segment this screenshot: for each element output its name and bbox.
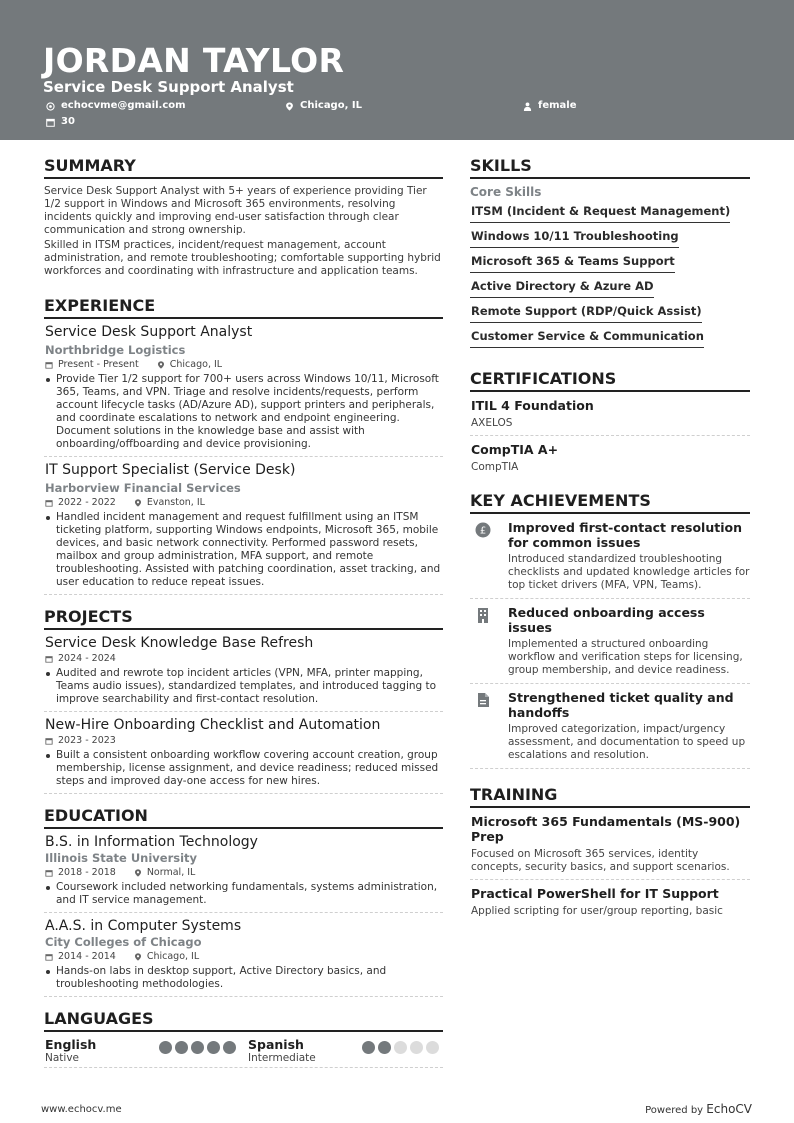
- education-section: [44, 806, 443, 997]
- svg-text:£: £: [479, 525, 487, 537]
- right-column: [470, 156, 750, 923]
- certification-name: ITIL 4 Foundation: [471, 398, 594, 413]
- location-pin-icon: [134, 953, 142, 961]
- entry-title: A.A.S. in Computer Systems: [45, 918, 242, 934]
- rating-dot-filled: [207, 1041, 220, 1054]
- section-title: EDUCATION: [44, 806, 443, 829]
- entry-dates: 2018 - 2018: [58, 867, 116, 878]
- certification-item: [470, 436, 750, 479]
- summary-paragraph: Skilled in ITSM practices, incident/request management, account administration, and remote troubleshooting; comfortable supporting hybrid workforces and coordinating with infrastructure and application teams.: [44, 239, 441, 277]
- contact-location: [285, 100, 362, 112]
- entry-bullet: Hands-on labs in desktop support, Active Directory basics, and troubleshooting methodologies.: [45, 965, 442, 991]
- candidate-name: JORDAN TAYLOR: [43, 41, 345, 80]
- calendar-icon: [45, 953, 53, 961]
- achievement-description: Introduced standardized troubleshooting checklists and updated knowledge articles for top ticket drivers (MFA, VPN, Teams).: [508, 553, 750, 591]
- skill-item: ITSM (Incident & Request Management): [470, 201, 730, 223]
- calendar-icon: [45, 499, 53, 507]
- entry-location: Evanston, IL: [146, 497, 205, 508]
- footer-powered-by[interactable]: [645, 1102, 752, 1118]
- rating-dot-empty: [426, 1041, 439, 1054]
- language-name: English: [45, 1037, 97, 1052]
- contact-location-text: Chicago, IL: [300, 100, 362, 111]
- entry-dates: 2023 - 2023: [58, 735, 116, 746]
- projects-section: [44, 607, 443, 794]
- certification-name: CompTIA A+: [471, 442, 559, 457]
- achievement-item: [470, 514, 750, 599]
- experience-section: [44, 296, 443, 595]
- calendar-icon: [46, 118, 55, 127]
- location-pin-icon: [134, 869, 142, 877]
- contact-email-text: echocvme@gmail.com: [61, 100, 186, 111]
- entry-meta: [45, 735, 442, 747]
- entry-bullet: Built a consistent onboarding workflow covering account creation, group membership, license assignment, and device readiness; reduced missed steps and improved day-one access for new hires.: [45, 749, 442, 788]
- certification-item: [470, 392, 750, 436]
- contact-gender: [523, 100, 577, 112]
- contact-gender-text: female: [538, 100, 577, 111]
- skill-item: Microsoft 365 & Teams Support: [470, 251, 675, 273]
- entry-meta: [45, 867, 442, 879]
- achievement-title: Improved first-contact resolution for common issues: [508, 520, 742, 550]
- calendar-icon: [45, 361, 53, 369]
- languages-list: [44, 1032, 443, 1068]
- building-icon: [475, 607, 491, 623]
- achievements-section: [470, 491, 750, 769]
- section-title: EXPERIENCE: [44, 296, 443, 319]
- section-title: LANGUAGES: [44, 1009, 443, 1032]
- location-pin-icon: [285, 102, 294, 111]
- skill-item: Remote Support (RDP/Quick Assist): [470, 301, 702, 323]
- section-title: KEY ACHIEVEMENTS: [470, 491, 750, 514]
- rating-dot-filled: [175, 1041, 188, 1054]
- calendar-icon: [45, 655, 53, 663]
- skills-section: [470, 156, 750, 348]
- candidate-title: Service Desk Support Analyst: [43, 78, 294, 96]
- entry-meta: [45, 497, 442, 509]
- language-rating: [159, 1038, 240, 1065]
- training-description: Applied scripting for user/group reporting, basic: [471, 905, 723, 917]
- entry-location: Chicago, IL: [146, 951, 200, 962]
- entry-dates: 2022 - 2022: [58, 497, 116, 508]
- person-icon: [523, 102, 532, 111]
- summary-paragraph: Service Desk Support Analyst with 5+ years of experience providing Tier 1/2 support in Windows and Microsoft 365 environments, resolving incidents quickly and improving end-user satisfaction through clear communication and strong ownership.: [44, 185, 427, 236]
- rating-dot-empty: [394, 1041, 407, 1054]
- experience-entry: [44, 457, 443, 595]
- language-rating: [362, 1038, 443, 1065]
- skills-subheading: Core Skills: [470, 185, 542, 199]
- project-entry: [44, 630, 443, 712]
- rating-dot-filled: [362, 1041, 375, 1054]
- entry-title: IT Support Specialist (Service Desk): [45, 462, 296, 478]
- entry-bullet: Handled incident management and request fulfillment using an ITSM ticketing platform, supporting Windows endpoints, Microsoft 365, mobile devices, and basic network connectivity. Performed password resets, mailbox and group administration, MFA support, and remote troubleshooting. Assisted with patching coordination, asset tracking, and user education to reduce repeat issues.: [45, 511, 442, 589]
- contact-email[interactable]: [46, 100, 186, 112]
- language-item: [45, 1038, 240, 1065]
- entry-meta: [45, 653, 442, 665]
- entry-bullet: Coursework included networking fundamentals, systems administration, and IT service management.: [45, 881, 442, 907]
- section-title: SUMMARY: [44, 156, 443, 179]
- entry-title: Service Desk Support Analyst: [45, 324, 253, 340]
- entry-bullet: Audited and rewrote top incident articles (VPN, MFA, printer mapping, Teams audio issues), standardized templates, and introduced tagging to improve searchability and first-contact resolution.: [45, 667, 442, 706]
- skill-item: Active Directory & Azure AD: [470, 276, 654, 298]
- certifications-section: [470, 369, 750, 479]
- section-title: TRAINING: [470, 785, 750, 808]
- achievement-title: Strengthened ticket quality and handoffs: [508, 690, 734, 720]
- entry-meta: [45, 359, 442, 371]
- entry-location: Chicago, IL: [169, 359, 223, 370]
- education-entry: [44, 913, 443, 997]
- section-title: SKILLS: [470, 156, 750, 179]
- summary-section: [44, 156, 443, 278]
- project-entry: [44, 712, 443, 794]
- entry-dates: 2014 - 2014: [58, 951, 116, 962]
- resume-header: [0, 0, 794, 140]
- achievement-description: Implemented a structured onboarding workflow and verification steps for licensing, group membership, and device readiness.: [508, 638, 743, 676]
- rating-dot-empty: [410, 1041, 423, 1054]
- powered-by-label: Powered by: [645, 1105, 704, 1116]
- achievement-description: Improved categorization, impact/urgency assessment, and documentation to speed up escalations and resolution.: [508, 723, 746, 761]
- section-title: CERTIFICATIONS: [470, 369, 750, 392]
- entry-meta: [45, 951, 442, 963]
- at-icon: [46, 102, 55, 111]
- languages-section: [44, 1009, 443, 1068]
- language-level: Native: [45, 1052, 79, 1064]
- location-pin-icon: [134, 499, 142, 507]
- rating-dot-filled: [159, 1041, 172, 1054]
- entry-title: B.S. in Information Technology: [45, 834, 258, 850]
- entry-title: Service Desk Knowledge Base Refresh: [45, 635, 314, 651]
- entry-organization: Northbridge Logistics: [45, 343, 186, 357]
- document-icon: [475, 692, 491, 708]
- achievement-title: Reduced onboarding access issues: [508, 605, 705, 635]
- entry-bullet: Provide Tier 1/2 support for 700+ users across Windows 10/11, Microsoft 365, Teams, and VPN. Triage and resolve incidents/requests, perform account lifecycle tasks (AD/Azure AD), support printers and peripherals, and coordinate escalations to network and endpoint engineering. Document solutions in the knowledge base and assist with onboarding/offboarding and device provisioning.: [45, 373, 442, 451]
- training-item: [470, 808, 750, 880]
- location-pin-icon: [157, 361, 165, 369]
- contact-age: [46, 116, 75, 128]
- left-column: [44, 156, 443, 1068]
- certification-issuer: CompTIA: [471, 461, 519, 473]
- training-name: Practical PowerShell for IT Support: [471, 886, 719, 901]
- entry-title: New-Hire Onboarding Checklist and Automation: [45, 717, 381, 733]
- entry-organization: Illinois State University: [45, 851, 198, 865]
- language-item: [248, 1038, 443, 1065]
- skill-item: Customer Service & Communication: [470, 326, 704, 348]
- language-level: Intermediate: [248, 1052, 316, 1064]
- training-section: [470, 785, 750, 923]
- rating-dot-filled: [223, 1041, 236, 1054]
- certification-issuer: AXELOS: [471, 417, 513, 429]
- skill-item: Windows 10/11 Troubleshooting: [470, 226, 679, 248]
- pound-coin-icon: [475, 522, 491, 538]
- rating-dot-filled: [191, 1041, 204, 1054]
- footer-website[interactable]: www.echocv.me: [41, 1104, 122, 1115]
- rating-dot-filled: [378, 1041, 391, 1054]
- training-item: [470, 880, 750, 923]
- entry-organization: City Colleges of Chicago: [45, 935, 202, 949]
- calendar-icon: [45, 737, 53, 745]
- entry-organization: Harborview Financial Services: [45, 481, 241, 495]
- training-description: Focused on Microsoft 365 services, identity concepts, security basics, and support scenarios.: [471, 848, 730, 873]
- achievement-item: [470, 684, 750, 769]
- calendar-icon: [45, 869, 53, 877]
- brand-name: EchoCV: [706, 1102, 752, 1116]
- contact-age-text: 30: [61, 116, 75, 127]
- education-entry: [44, 829, 443, 913]
- section-title: PROJECTS: [44, 607, 443, 630]
- entry-location: Normal, IL: [146, 867, 196, 878]
- entry-dates: 2024 - 2024: [58, 653, 116, 664]
- achievement-item: [470, 599, 750, 684]
- entry-dates: Present - Present: [58, 359, 139, 370]
- training-name: Microsoft 365 Fundamentals (MS-900) Prep: [471, 814, 741, 844]
- experience-entry: [44, 319, 443, 457]
- language-name: Spanish: [248, 1037, 304, 1052]
